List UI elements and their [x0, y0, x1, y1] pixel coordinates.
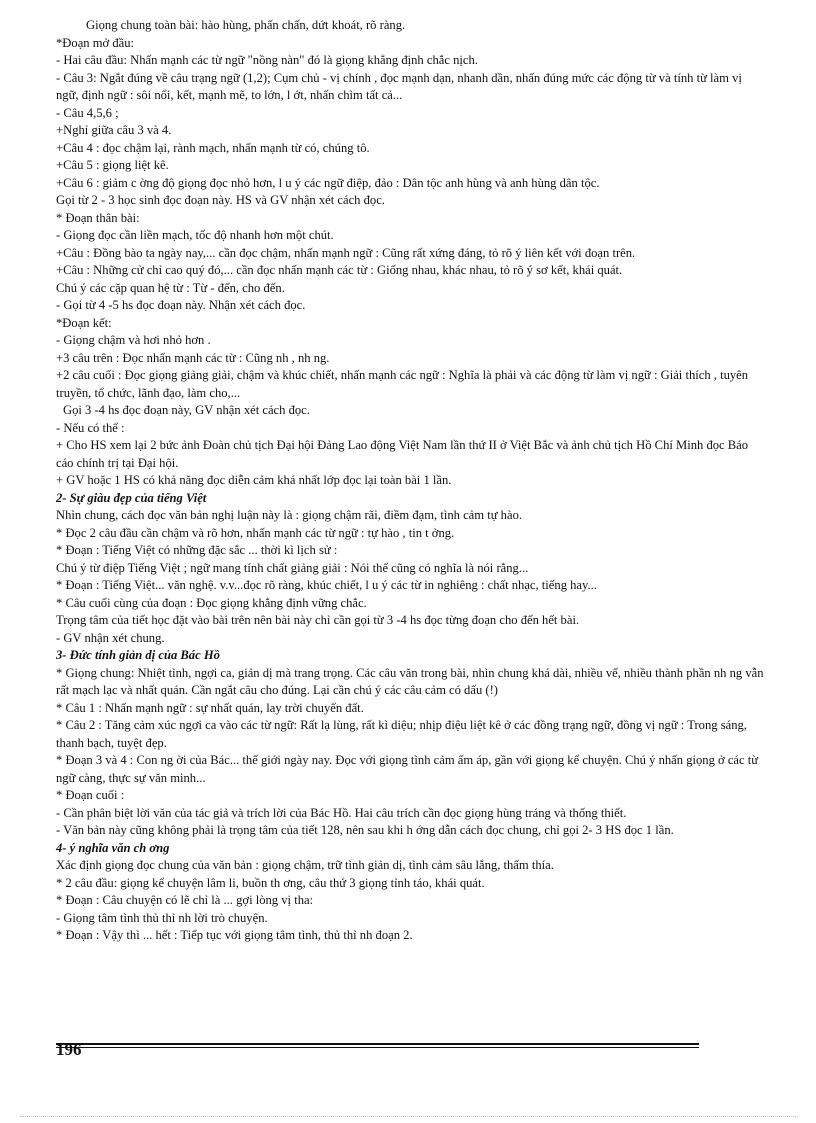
text-line: +2 câu cuối : Đọc giọng giảng giải, chậm và khúc chiết, nhấn mạnh các ngữ : Nghĩa là phải và các động từ làm vị ngữ : Giải thích , tuyên truyền, tổ chức, lãnh đạo, làm cho,...: [56, 368, 749, 400]
text-line: +Câu : Đồng bào ta ngày nay,... cần đọc chậm, nhấn mạnh ngữ : Cũng rất xứng đáng, tỏ rõ ý liên kết với đoạn trên.: [56, 245, 636, 260]
text-line: - Văn bản này cũng không phải là trọng tâm của tiết 128, nên sau khi h ớng dẫn cách đọc chung, chỉ gọi 2- 3 HS đọc 1 lần.: [56, 823, 674, 837]
text-line: Trọng tâm của tiết học đặt vào bài trên nên bài này chỉ cần gọi từ 3 -4 hs đọc từng đoạn cho đến hết bài.: [56, 613, 580, 627]
text-line: Gọi từ 2 - 3 học sinh đọc đoạn này. HS và GV nhận xét cách đọc.: [56, 193, 385, 207]
section-heading: 4- ý nghĩa văn ch ơng: [56, 840, 170, 855]
page-number: 196: [56, 1040, 82, 1059]
text-line: +Câu 4 : đọc chậm lại, rành mạch, nhấn mạnh từ có, chúng tô.: [56, 140, 370, 155]
document-body: [56, 17, 764, 945]
page-footer: [56, 1040, 699, 1060]
text-line: *Đoạn mở đầu:: [56, 35, 135, 50]
text-line: * Câu 1 : Nhấn mạnh ngữ : sự nhất quán, lay trời chuyển đất.: [56, 700, 364, 715]
text-line: * 2 câu đầu: giọng kể chuyện lâm li, buồn th ơng, câu thứ 3 giọng tỉnh táo, khái quát.: [56, 875, 485, 890]
text-line: - Giọng chậm và hơi nhỏ hơn .: [56, 333, 211, 347]
text-line: * Đoạn : Tiếng Việt... văn nghệ. v.v...đọc rõ ràng, khúc chiết, l u ý các từ in nghiêng : chất nhạc, tiếng hay...: [56, 578, 597, 592]
text-line: Xác định giọng đọc chung của văn bản : giọng chậm, trữ tình giản dị, tình cảm sâu lắng, thấm thía.: [56, 858, 554, 872]
text-line: * Đoạn : Vậy thì ... hết : Tiếp tục với giọng tâm tình, thủ thỉ nh đoạn 2.: [56, 928, 413, 942]
text-line: +3 câu trên : Đọc nhấn mạnh các từ : Cũng nh , nh ng.: [56, 350, 330, 365]
text-line: * Đoạn 3 và 4 : Con ng ời của Bác... thế giới ngày nay. Đọc với giọng tình cảm ấm áp, gần với giọng kể chuyện. Chú ý nhấn giọng ở các từ ngữ càng, thực sự văn minh...: [56, 753, 759, 785]
text-line: Giọng chung toàn bài: hào hùng, phấn chấn, dứt khoát, rõ ràng.: [86, 18, 406, 32]
text-line: Nhìn chung, cách đọc văn bản nghị luận này là : giọng chậm rãi, điềm đạm, tình cảm tự hào.: [56, 508, 523, 522]
text-line: - GV nhận xét chung.: [56, 630, 165, 645]
text-line: Chú ý các cặp quan hệ từ : Từ - đến, cho đến.: [56, 280, 285, 295]
text-line: * Đoạn thân bài:: [56, 210, 140, 225]
text-line: - Gọi từ 4 -5 hs đọc đoạn này. Nhận xét cách đọc.: [56, 298, 306, 312]
text-line: * Đoạn : Tiếng Việt có những đặc sắc ... thời kì lịch sử :: [56, 543, 338, 557]
text-line: * Đọc 2 câu đầu cần chậm và rõ hơn, nhấn mạnh các từ ngữ : tự hào , tin t ởng.: [56, 525, 455, 540]
text-line: * Đoạn cuối :: [56, 788, 125, 802]
text-line: +Nghỉ giữa câu 3 và 4.: [56, 123, 172, 137]
text-line: + GV hoặc 1 HS có khả năng đọc diễn cảm khá nhất lớp đọc lại toàn bài 1 lần.: [56, 473, 452, 487]
page-edge-divider: [20, 1116, 796, 1117]
text-line: * Đoạn : Câu chuyện có lẽ chỉ là ... gợi lòng vị tha:: [56, 893, 314, 907]
text-line: + Cho HS xem lại 2 bức ảnh Đoàn chủ tịch Đại hội Đảng Lao động Việt Nam lần thứ II ở Việt Bắc và ảnh chủ tịch Hồ Chí Minh đọc Báo cáo chính trị tại Đại hội.: [56, 438, 749, 470]
text-line: - Giọng tâm tình thủ thỉ nh lời trò chuyện.: [56, 910, 268, 925]
text-line: - Hai câu đầu: Nhấn mạnh các từ ngữ "nồng nàn" đó là giọng khẳng định chắc nịch.: [56, 53, 478, 67]
text-line: - Giọng đọc cần liền mạch, tốc độ nhanh hơn một chút.: [56, 228, 334, 242]
text-line: * Câu 2 : Tăng cảm xúc ngợi ca vào các từ ngữ: Rất lạ lùng, rất kì diệu; nhịp điệu liệt kê ở các đồng trạng ngữ, đồng vị ngữ : Trong sáng, thanh bạch, tuyệt đẹp.: [56, 718, 747, 750]
text-line: - Câu 4,5,6 ;: [56, 105, 119, 120]
text-line: +Câu 6 : giảm c ờng độ giọng đọc nhỏ hơn, l u ý các ngữ điệp, đảo : Dân tộc anh hùng và anh hùng dân tộc.: [56, 175, 600, 190]
text-line: +Câu 5 : giọng liệt kê.: [56, 158, 169, 172]
text-line: Chú ý từ điệp Tiếng Việt ; ngữ mang tính chất giảng giải : Nói thế cũng có nghĩa là nói rằng...: [56, 560, 529, 575]
text-line: *Đoạn kết:: [56, 315, 112, 330]
text-line: - Câu 3: Ngắt đúng về câu trạng ngữ (1,2); Cụm chủ - vị chính , đọc mạnh dạn, nhanh dần, nhấn đúng mức các động từ và tính từ làm vị ngữ, định ngữ : sôi nổi, kết, mạnh mẽ, to lớn, l ớt, nhấn chìm tất cả...: [56, 70, 742, 102]
text-line: - Nếu có thể :: [56, 420, 125, 435]
text-line: * Câu cuối cùng của đoạn : Đọc giọng khẳng định vững chắc.: [56, 595, 367, 610]
text-line: - Cần phân biệt lời văn của tác giả và trích lời của Bác Hồ. Hai câu trích cần đọc giọng hùng tráng và thống thiết.: [56, 805, 627, 820]
section-heading: 3- Đức tính giản dị của Bác Hồ: [56, 648, 220, 662]
section-heading: 2- Sự giàu đẹp của tiếng Việt: [56, 490, 207, 505]
text-line: +Câu : Những cử chỉ cao quý đó,... cần đọc nhấn mạnh các từ : Giống nhau, khác nhau, tỏ rõ ý sơ kết, khái quát.: [56, 263, 623, 277]
text-line: * Giọng chung: Nhiệt tình, ngợi ca, giản dị mà trang trọng. Các câu văn trong bài, nhìn chung khá dài, nhiều vế, nhiều thành phần nh ng vẫn rất mạch lạc và nhất quán. Cần ngắt câu cho đúng. Lại cần chú ý các câu cảm có dấu (!): [56, 665, 764, 697]
text-line: Gọi 3 -4 hs đọc đoạn này, GV nhận xét cách đọc.: [63, 403, 310, 417]
